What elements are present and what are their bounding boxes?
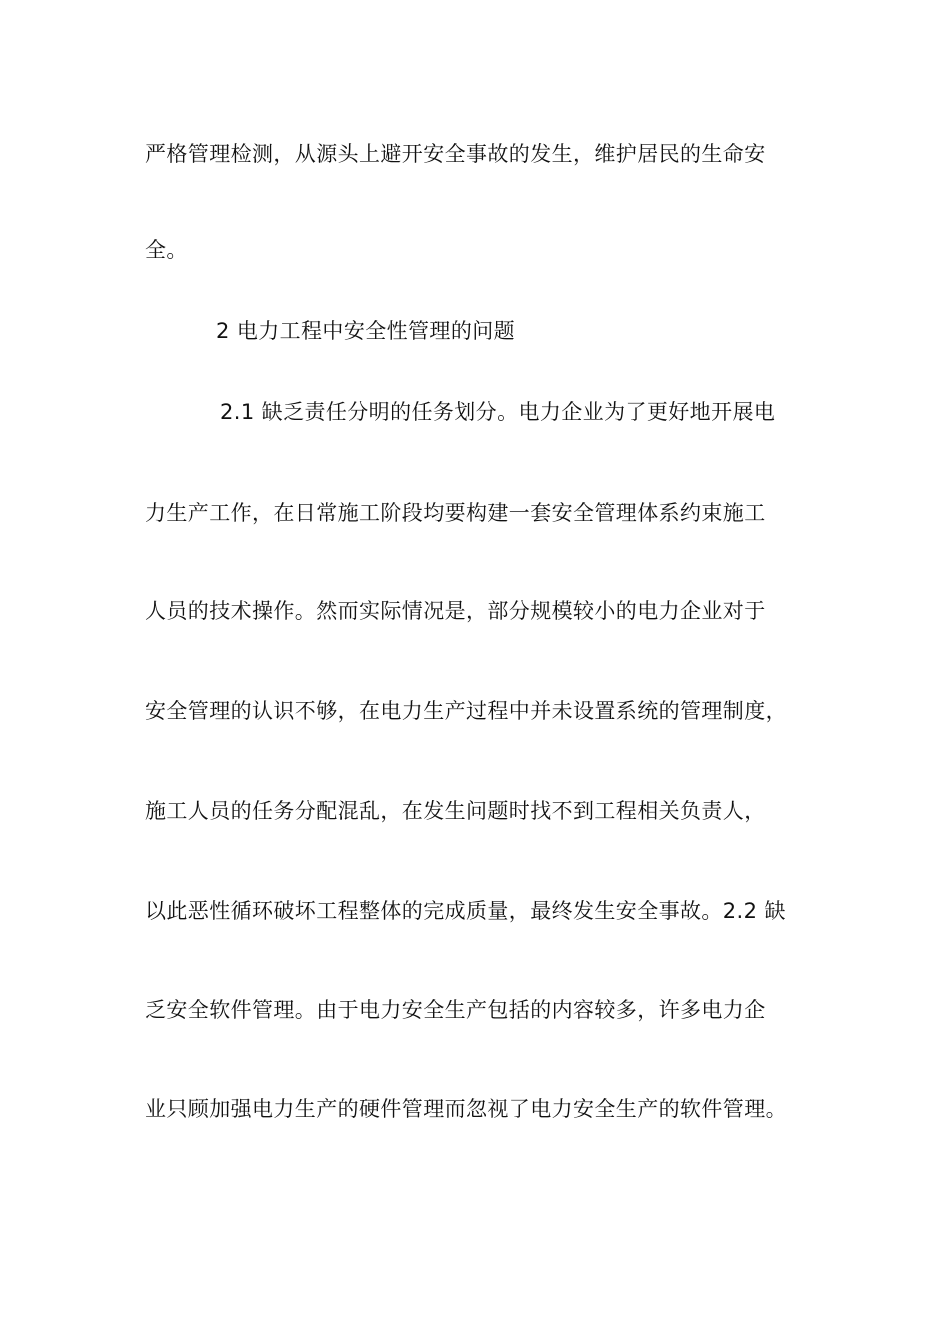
paragraph-line: 力生产工作，在日常施工阶段均要构建一套安全管理体系约束施工 <box>145 501 766 525</box>
paragraph-line: 2.1 缺乏责任分明的任务划分。电力企业为了更好地开展电 <box>220 400 776 424</box>
paragraph-line: 人员的技术操作。然而实际情况是，部分规模较小的电力企业对于 <box>145 599 766 623</box>
paragraph-line: 以此恶性循环破坏工程整体的完成质量，最终发生安全事故。2.2 缺 <box>145 899 786 923</box>
paragraph-line: 严格管理检测，从源头上避开安全事故的发生，维护居民的生命安 <box>145 142 766 166</box>
paragraph-line: 施工人员的任务分配混乱，在发生问题时找不到工程相关负责人， <box>145 799 766 823</box>
section-heading: 2 电力工程中安全性管理的问题 <box>216 319 516 343</box>
paragraph-line: 业只顾加强电力生产的硬件管理而忽视了电力安全生产的软件管理。 <box>145 1097 787 1121</box>
paragraph-line: 乏安全软件管理。由于电力安全生产包括的内容较多，许多电力企 <box>145 998 766 1022</box>
paragraph-line: 全。 <box>145 238 188 262</box>
paragraph-line: 安全管理的认识不够，在电力生产过程中并未设置系统的管理制度， <box>145 699 787 723</box>
